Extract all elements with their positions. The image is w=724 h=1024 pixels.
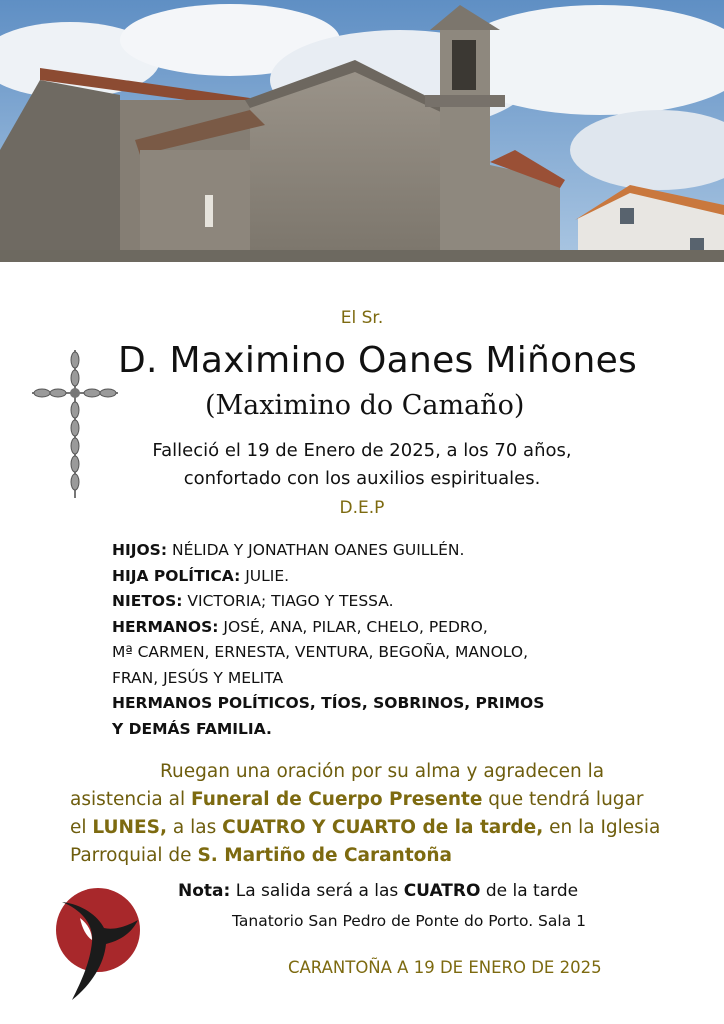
hijos-label: HIJOS: <box>112 541 168 559</box>
hijos-row <box>112 538 544 564</box>
others-text-1: HERMANOS POLÍTICOS, TÍOS, SOBRINOS, PRIMOS <box>112 694 545 712</box>
hermanos-label: HERMANOS: <box>112 617 219 636</box>
funeral-paragraph <box>70 758 660 870</box>
funeral-home-logo-icon <box>52 880 142 1009</box>
note-text-end: de la tarde <box>480 881 579 901</box>
nietos-row <box>112 589 544 615</box>
funeral-line-1: Ruegan una oración por su alma y agradecen la <box>160 761 605 782</box>
funeral-text: a las <box>167 817 223 838</box>
funeral-type: Funeral de Cuerpo Presente <box>191 789 483 810</box>
note-text: La salida será a las <box>230 881 404 901</box>
dep-text: D.E.P <box>339 498 385 518</box>
funeral-text: asistencia al <box>70 789 191 810</box>
hermanos-value-1: JOSÉ, ANA, PILAR, CHELO, PEDRO, <box>223 617 488 636</box>
funeral-text: en la Iglesia <box>543 817 661 838</box>
title-prefix: El Sr. <box>340 308 384 328</box>
note-label: Nota: <box>178 881 231 901</box>
funeral-line-3 <box>70 814 660 842</box>
others-row-1 <box>112 691 544 717</box>
tanatorio-location: Tanatorio San Pedro de Ponte do Porto. Sala 1 <box>232 912 586 930</box>
nietos-label: NIETOS: <box>112 592 183 610</box>
funeral-text: el <box>70 817 93 838</box>
funeral-text: que tendrá lugar <box>482 789 644 810</box>
footer-date: CARANTOÑA A 19 DE ENERO DE 2025 <box>288 958 602 977</box>
funeral-text: Parroquial de <box>70 845 198 866</box>
family-list <box>112 538 544 742</box>
hermanos-row-3: FRAN, JESÚS Y MELITA <box>112 668 284 687</box>
hermanos-row-2: Mª CARMEN, ERNESTA, VENTURA, BEGOÑA, MANOLO, <box>112 643 529 661</box>
others-row-2 <box>112 717 544 743</box>
funeral-line-2 <box>70 786 660 814</box>
deceased-alias: (Maximino do Camaño) <box>205 390 525 421</box>
funeral-day: LUNES, <box>92 817 168 838</box>
funeral-line-4 <box>70 842 660 870</box>
hijos-value: NÉLIDA Y JONATHAN OANES GUILLÉN. <box>171 541 465 559</box>
funeral-church: S. Martiño de Carantoña <box>197 845 453 866</box>
nietos-value: VICTORIA; TIAGO Y TESSA. <box>187 592 394 610</box>
others-text-2: Y DEMÁS FAMILIA. <box>112 719 272 738</box>
note-time: CUATRO <box>403 881 481 901</box>
death-date-line: Falleció el 19 de Enero de 2025, a los 70 años, <box>152 440 572 461</box>
note-line <box>178 881 578 901</box>
hermanos-row <box>112 615 544 641</box>
church-photo <box>0 0 724 262</box>
hija-politica-label: HIJA POLÍTICA: <box>112 566 241 585</box>
hija-politica-value: JULIE. <box>245 566 290 585</box>
deceased-name: D. Maximino Oanes Miñones <box>118 340 638 381</box>
hija-politica-row <box>112 564 544 590</box>
comfort-line: confortado con los auxilios espirituales. <box>183 468 541 489</box>
funeral-time: CUATRO Y CUARTO de la tarde, <box>222 817 544 838</box>
